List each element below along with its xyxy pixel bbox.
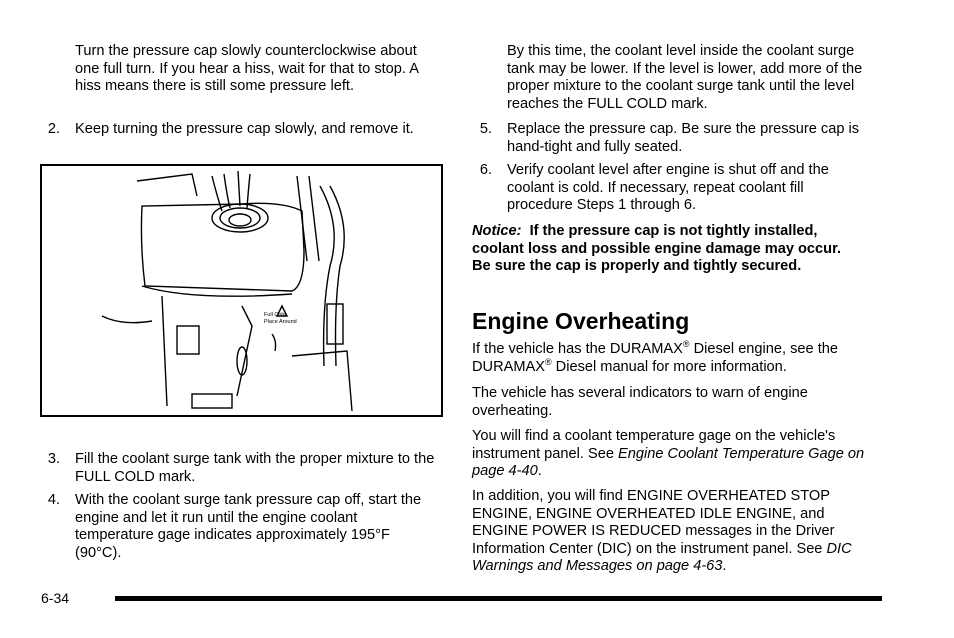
- p1-text-2: Diesel engine, see the DURAMAX: [472, 341, 838, 375]
- indicators-paragraph: The vehicle has several indicators to warn of engine overheating.: [472, 385, 808, 419]
- step-text: Fill the coolant surge tank with the proper mixture to the FULL COLD mark.: [75, 451, 435, 485]
- section-title: Engine Overheating: [472, 308, 690, 334]
- p4-text: In addition, you will find ENGINE OVERHEATED STOP ENGINE, ENGINE OVERHEATED IDLE ENGINE, and ENGINE POWER IS REDUCED messages in the Driver Information Center (DIC) on the instrument panel. See: [472, 488, 835, 557]
- notice-paragraph: [472, 223, 857, 276]
- step-text: Verify coolant level after engine is shut off and the coolant is cold. If necessary, repeat coolant fill procedure Steps 1 through 6.: [507, 162, 829, 214]
- continued-paragraph: By this time, the coolant level inside the coolant surge tank may be lower. If the level is lower, add more of the proper mixture to the coolant surge tank until the level reaches the FULL COLD mark.: [507, 43, 863, 112]
- p4-end: .: [722, 558, 727, 575]
- page-number: 6-34: [41, 590, 70, 606]
- coolant-surge-tank-illustration: [40, 164, 443, 417]
- step-text: Replace the pressure cap. Be sure the pressure cap is hand-tight and fully seated.: [507, 121, 860, 155]
- step-text: Keep turning the pressure cap slowly, and remove it.: [75, 121, 414, 137]
- dic-page-reference[interactable]: DIC Warnings and Messages on page 4-63: [472, 540, 852, 575]
- p3-end: .: [537, 463, 542, 480]
- step-number: 3.: [47, 451, 60, 467]
- step-number: 6.: [479, 162, 492, 178]
- engine-compartment-drawing: [42, 166, 441, 415]
- gage-page-reference[interactable]: Engine Coolant Temperature Gage on page 4-40: [472, 445, 865, 480]
- gage-paragraph: [472, 428, 867, 481]
- duramax-paragraph: [472, 341, 867, 376]
- messages-paragraph: [472, 488, 872, 576]
- registered-mark: ®: [544, 356, 552, 367]
- notice-label: Notice:: [472, 223, 522, 239]
- notice-text: If the pressure cap is not tightly installed, coolant loss and possible engine damage may occur. Be sure the cap is properly and tightly secured.: [472, 223, 842, 275]
- p3-text: You will find a coolant temperature gage on the vehicle's instrument panel. See: [472, 428, 836, 462]
- step-text: With the coolant surge tank pressure cap off, start the engine and let it run until the engine coolant temperature gage indicates approximately 195°F (90°C).: [75, 492, 422, 561]
- registered-mark: ®: [682, 339, 690, 349]
- step-number: 5.: [479, 121, 492, 137]
- place-around-label: Place Around: [264, 319, 297, 325]
- step-number: 2.: [47, 121, 60, 137]
- intro-paragraph: Turn the pressure cap slowly counterclockwise about one full turn. If you hear a hiss, wait for that to stop. A hiss means there is still some pressure left.: [75, 43, 419, 95]
- p1-text-3: Diesel manual for more information.: [551, 358, 787, 375]
- step-number: 4.: [47, 492, 60, 508]
- full-cold-label: Full Cold: [264, 312, 286, 318]
- footer-rule: [115, 596, 882, 601]
- p1-text-1: If the vehicle has the DURAMAX: [472, 341, 683, 357]
